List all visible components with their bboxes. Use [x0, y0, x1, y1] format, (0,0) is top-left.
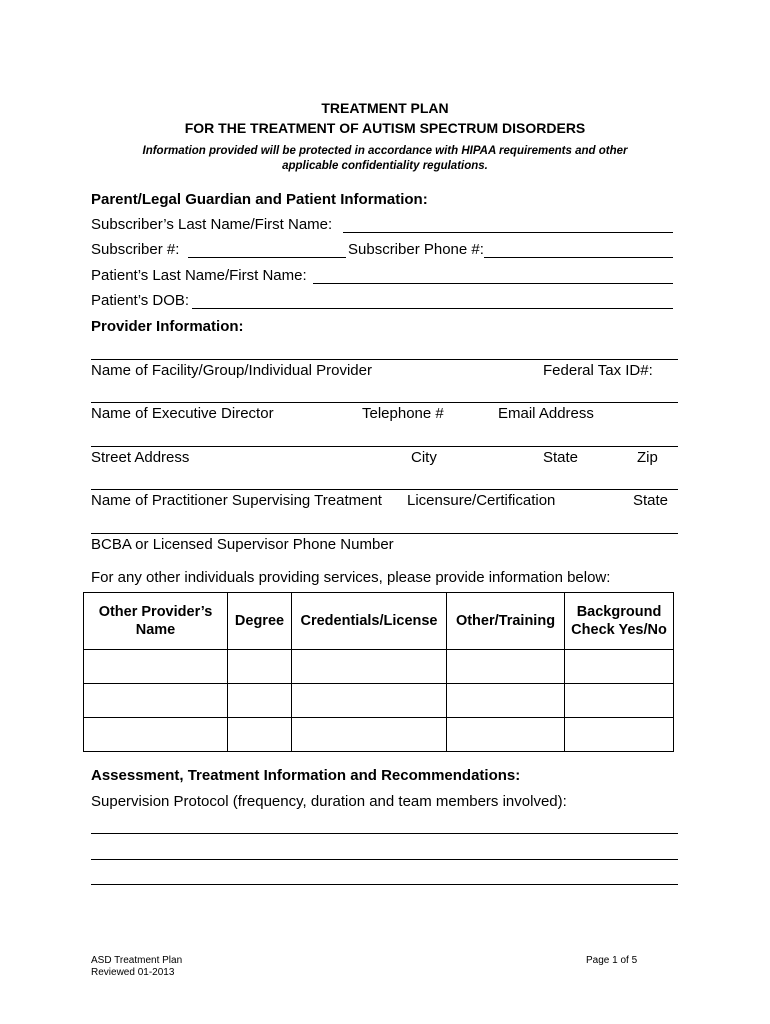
subscriber-phone-field[interactable] [484, 257, 673, 258]
table-row [84, 684, 674, 718]
other-individuals-label: For any other individuals providing services, please provide information below: [91, 569, 611, 586]
patient-dob-field[interactable] [192, 308, 673, 309]
table-cell[interactable] [565, 718, 674, 752]
other-providers-table [83, 592, 674, 752]
facility-entry-line[interactable] [91, 359, 678, 360]
table-row [84, 650, 674, 684]
table-cell[interactable] [228, 650, 292, 684]
subscriber-phone-label: Subscriber Phone #: [348, 241, 484, 258]
column-header-credentials: Credentials/License [292, 593, 447, 650]
table-cell[interactable] [84, 718, 228, 752]
subscriber-name-label: Subscriber’s Last Name/First Name: [91, 216, 333, 233]
patient-name-label: Patient’s Last Name/First Name: [91, 267, 307, 284]
guardian-section-heading: Parent/Legal Guardian and Patient Information: [91, 191, 428, 208]
bcba-phone-label: BCBA or Licensed Supervisor Phone Number [91, 536, 394, 553]
table-cell[interactable] [292, 718, 447, 752]
document-subtitle: FOR THE TREATMENT OF AUTISM SPECTRUM DISORDERS [184, 120, 586, 136]
footer-document-name: ASD Treatment Plan [91, 955, 183, 966]
supervision-entry-line-2[interactable] [91, 859, 678, 860]
table-cell[interactable] [84, 684, 228, 718]
table-cell[interactable] [565, 684, 674, 718]
director-entry-line[interactable] [91, 402, 678, 403]
column-header-provider-name: Other Provider’s Name [84, 593, 228, 650]
facility-label: Name of Facility/Group/Individual Provider [91, 362, 372, 379]
patient-dob-label: Patient’s DOB: [91, 292, 190, 309]
supervision-protocol-label: Supervision Protocol (frequency, duration and team members involved): [91, 793, 567, 810]
table-cell[interactable] [228, 684, 292, 718]
street-label: Street Address [91, 449, 190, 466]
privacy-notice-line-1: Information provided will be protected in accordance with HIPAA requirements and other [142, 145, 628, 157]
table-cell[interactable] [292, 684, 447, 718]
table-cell[interactable] [565, 650, 674, 684]
table-cell[interactable] [292, 650, 447, 684]
zip-label: Zip [637, 449, 658, 466]
state-label: State [543, 449, 579, 466]
practitioner-label: Name of Practitioner Supervising Treatment [91, 492, 382, 509]
table-cell[interactable] [447, 650, 565, 684]
patient-name-field[interactable] [313, 283, 673, 284]
privacy-notice-line-2: applicable confidentiality regulations. [282, 160, 488, 172]
tax-id-label: Federal Tax ID#: [543, 362, 653, 379]
director-label: Name of Executive Director [91, 405, 274, 422]
subscriber-number-label: Subscriber #: [91, 241, 180, 258]
address-entry-line[interactable] [91, 446, 678, 447]
practitioner-entry-line[interactable] [91, 489, 678, 490]
supervision-entry-line-1[interactable] [91, 833, 678, 834]
city-label: City [411, 449, 437, 466]
table-cell[interactable] [447, 718, 565, 752]
licensure-state-label: State [633, 492, 669, 509]
table-cell[interactable] [228, 718, 292, 752]
email-label: Email Address [498, 405, 594, 422]
column-header-degree: Degree [228, 593, 292, 650]
telephone-label: Telephone # [362, 405, 444, 422]
subscriber-name-field[interactable] [343, 232, 673, 233]
subscriber-number-field[interactable] [188, 257, 346, 258]
table-row [84, 718, 674, 752]
table-cell[interactable] [447, 684, 565, 718]
footer-page-number: Page 1 of 5 [586, 955, 638, 966]
column-header-training: Other/Training [447, 593, 565, 650]
bcba-entry-line[interactable] [91, 533, 678, 534]
provider-section-heading: Provider Information: [91, 318, 244, 335]
licensure-label: Licensure/Certification [407, 492, 556, 509]
column-header-background-check: Background Check Yes/No [565, 593, 674, 650]
document-title: TREATMENT PLAN [321, 100, 449, 116]
footer-reviewed-date: Reviewed 01-2013 [91, 967, 175, 978]
table-cell[interactable] [84, 650, 228, 684]
assessment-section-heading: Assessment, Treatment Information and Recommendations: [91, 767, 521, 784]
supervision-entry-line-3[interactable] [91, 884, 678, 885]
